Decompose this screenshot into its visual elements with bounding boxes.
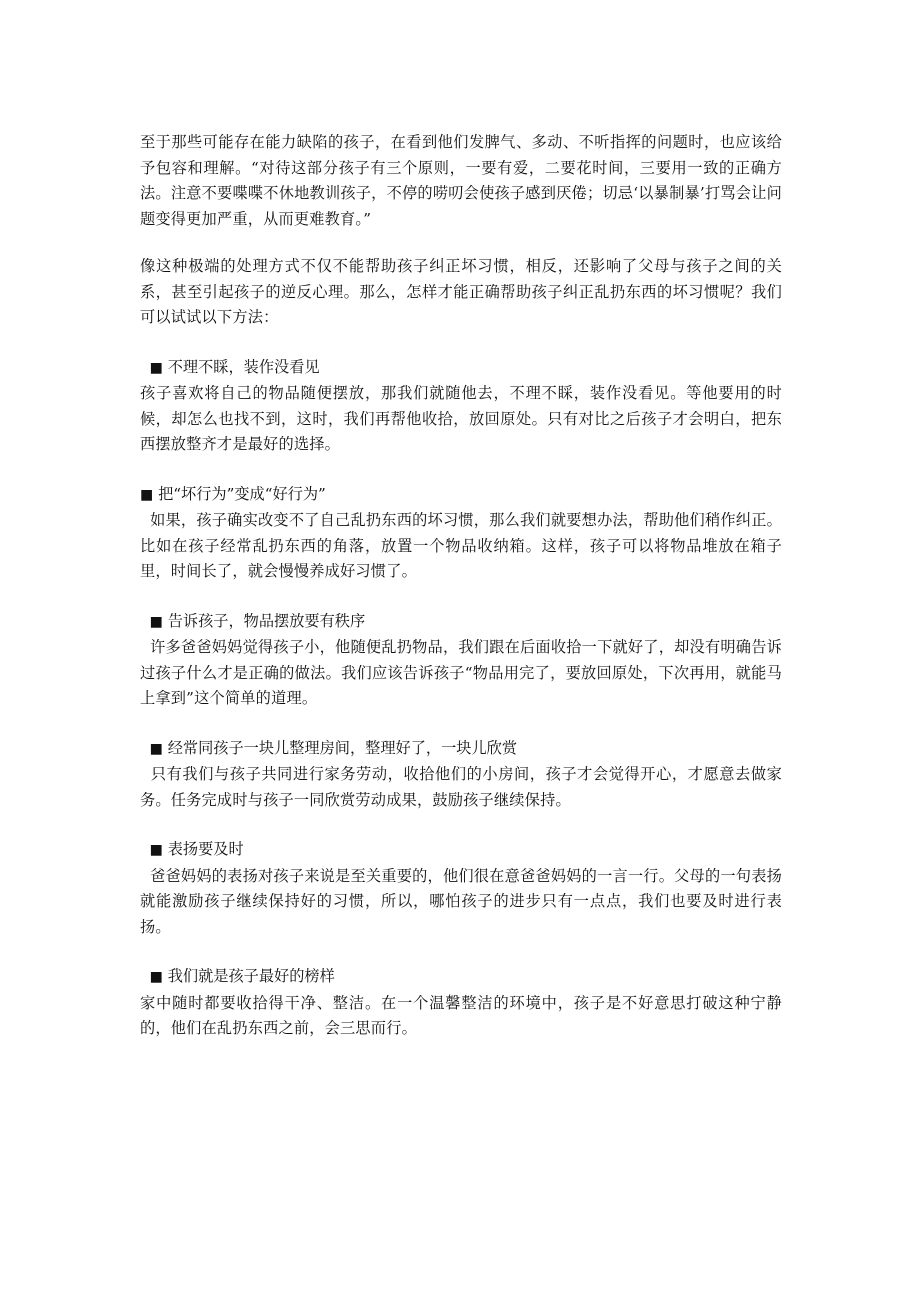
bullet-square-icon: ■ — [140, 486, 154, 503]
bullet-square-icon: ■ — [149, 969, 163, 985]
section-body-6: 家中随时都要收拾得干净、整洁。在一个温馨整洁的环境中，孩子是不好意思打破这种宁静的，他们在乱扔东西之前，会三思而行。 — [140, 993, 782, 1037]
bullet-square-icon: ■ — [149, 740, 163, 757]
section-heading-1 — [140, 355, 782, 382]
section-heading-text: 表扬要及时 — [167, 840, 244, 858]
section-body-5: 爸爸妈妈的表扬对孩子来说是至关重要的，他们很在意爸爸妈妈的一言一行。父母的一句表扬就能激励孩子继续保持好的习惯，所以，哪怕孩子的进步只有一点点，我们也要及时进行表扬。 — [140, 866, 782, 936]
section-body-3: 许多爸爸妈妈觉得孩子小，他随便乱扔物品，我们跟在后面收拾一下就好了，却没有明确告诉过孩子什么才是正确的做法。我们应该告诉孩子“物品用完了，要放回原处，下次再用，就能马上拿到”这个简单的道理。 — [140, 638, 782, 707]
section-heading-4 — [140, 736, 782, 763]
document-page — [140, 130, 782, 1042]
section-heading-text: 不理不睬，装作没看见 — [167, 357, 320, 376]
section-heading-2 — [140, 482, 782, 509]
section-body-2: 如果，孩子确实改变不了自己乱扔东西的坏习惯，那么我们就要想办法，帮助他们稍作纠正。比如在孩子经常乱扔东西的角落，放置一个物品收纳箱。这样，孩子可以将物品堆放在箱子里，时间长了，就会慢慢养成好习惯了。 — [140, 511, 782, 580]
section-heading-text: 经常同孩子一块儿整理房间，整理好了，一块儿欣赏 — [167, 738, 518, 757]
intro-paragraph-1: 至于那些可能存在能力缺陷的孩子，在看到他们发脾气、多动、不听指挥的问题时，也应该给予包容和理解。“对待这部分孩子有三个原则，一要有爱，二要花时间，三要用一致的正确方法。注意不要喋喋不休地教训孩子，不停的唠叨会使孩子感到厌倦；切忌‘以暴制暴’打骂会让问题变得更加严重，从而更难教育。” — [140, 133, 782, 228]
section-heading-text: 把“坏行为”变成“好行为” — [158, 484, 326, 503]
section-heading-text: 告诉孩子，物品摆放要有秩序 — [167, 611, 366, 630]
section-body-1: 孩子喜欢将自己的物品随便摆放，那我们就随他去，不理不睬，装作没看见。等他要用的时候，却怎么也找不到，这时，我们再帮他收拾，放回原处。只有对比之后孩子才会明白，把东西摆放整齐才是最好的选择。 — [140, 384, 782, 453]
section-body-4: 只有我们与孩子共同进行家务劳动，收拾他们的小房间，孩子才会觉得开心，才愿意去做家务。任务完成时与孩子一同欣赏劳动成果，鼓励孩子继续保持。 — [140, 765, 782, 809]
bullet-square-icon: ■ — [149, 613, 163, 630]
bullet-square-icon: ■ — [149, 359, 163, 376]
intro-paragraph-2: 像这种极端的处理方式不仅不能帮助孩子纠正坏习惯，相反，还影响了父母与孩子之间的关系，甚至引起孩子的逆反心理。那么，怎样才能正确帮助孩子纠正乱扔东西的坏习惯呢？我们可以试试以下方法： — [140, 257, 782, 326]
section-heading-5 — [140, 837, 782, 864]
section-heading-3 — [140, 609, 782, 636]
section-heading-6 — [140, 964, 782, 991]
bullet-square-icon: ■ — [149, 842, 163, 858]
section-heading-text: 我们就是孩子最好的榜样 — [167, 967, 335, 985]
